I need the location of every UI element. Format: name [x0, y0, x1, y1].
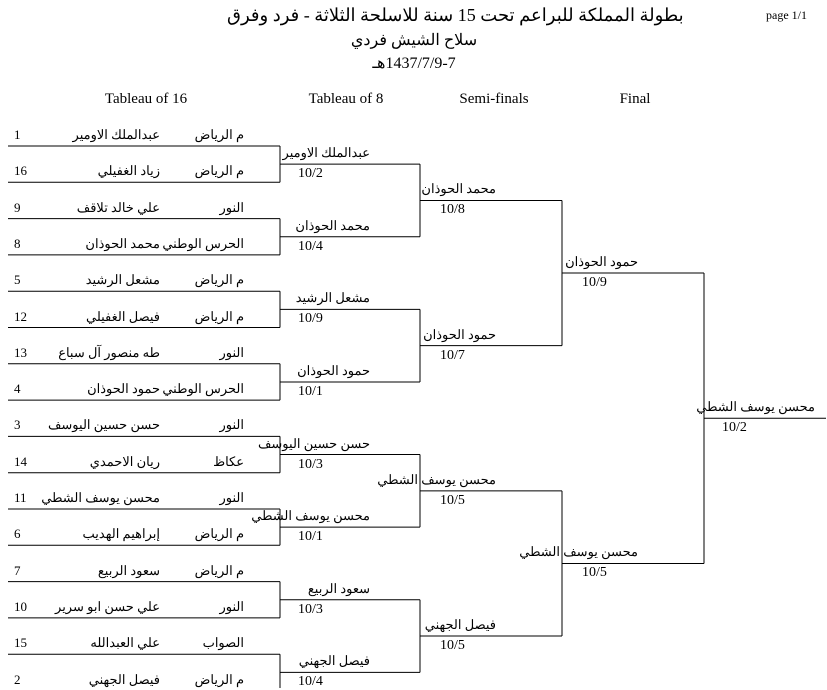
club-name: النور — [219, 417, 244, 433]
fencer-name: عبدالملك الاومير — [72, 127, 160, 142]
fencer-name: طه منصور آل سباع — [58, 344, 160, 360]
fencer-name: علي خالد تلاقف — [76, 199, 160, 215]
fencer-name: محسن يوسف الشطي — [41, 490, 160, 505]
tableau8-winner: حمود الحوذان — [297, 362, 370, 378]
finalist-name: محسن يوسف الشطي — [519, 544, 638, 560]
fencer-name: فيصل الغفيلي — [86, 308, 160, 324]
fencer-name: محمد الحوذان — [85, 235, 160, 251]
semifinal-winner: محسن يوسف الشطي — [377, 471, 496, 487]
bout-score: 10/4 — [298, 674, 323, 690]
club-name: م الرياض — [194, 308, 244, 324]
seed-number: 4 — [14, 381, 21, 397]
seed-number: 8 — [14, 235, 21, 251]
tableau8-winner: حسن حسين اليوسف — [257, 435, 370, 451]
fencer-name: حمود الحوذان — [87, 381, 160, 397]
tableau8-winner: محسن يوسف الشطي — [251, 508, 370, 524]
bout-score: 10/2 — [722, 420, 747, 436]
round-heading-final: Final — [619, 91, 651, 107]
weapon-subtitle: سلاح الشيش فردي — [350, 32, 478, 49]
semifinal-winner: فيصل الجهني — [424, 617, 496, 633]
round-heading-tableau8: Tableau of 8 — [308, 91, 384, 107]
fencer-name: سعود الربيع — [97, 562, 160, 578]
club-name: م الرياض — [194, 671, 244, 687]
club-name: م الرياض — [194, 526, 244, 542]
seed-number: 10 — [14, 598, 27, 614]
bout-score: 10/9 — [582, 275, 607, 291]
seed-number: 13 — [14, 344, 27, 360]
bout-score: 10/4 — [298, 238, 323, 254]
finalist-name: حمود الحوذان — [565, 254, 638, 270]
fencer-name: مشعل الرشيد — [85, 272, 160, 288]
fencer-name: حسن حسين اليوسف — [47, 417, 160, 433]
page-title: بطولة المملكة للبراعم تحت 15 سنة للاسلحة الثلاثة - فرد وفرق — [227, 5, 684, 25]
event-date: 1437/7/9-7هـ — [372, 55, 456, 72]
tableau8-winner: مشعل الرشيد — [295, 290, 370, 306]
fencer-name: علي حسن ابو سرير — [55, 598, 160, 614]
club-name: الصواب — [202, 635, 244, 651]
seed-number: 9 — [14, 199, 21, 215]
semifinal-winner: محمد الحوذان — [421, 181, 496, 197]
bout-score: 10/5 — [440, 492, 465, 508]
tableau8-winner: سعود الربيع — [307, 580, 370, 596]
bout-score: 10/7 — [440, 347, 465, 363]
round-heading-tableau16: Tableau of 16 — [104, 91, 188, 107]
tableau8-winner: محمد الحوذان — [295, 217, 370, 233]
fencer-name: علي العبدالله — [90, 635, 160, 651]
fencer-name: ريان الاحمدي — [89, 453, 160, 469]
fencer-name: إبراهيم الهديب — [82, 526, 160, 542]
bout-score: 10/5 — [440, 638, 465, 654]
round-heading-semifinals: Semi-finals — [459, 91, 529, 107]
seed-number: 12 — [14, 308, 27, 324]
club-name: الحرس الوطني — [162, 235, 244, 251]
club-name: م الرياض — [194, 272, 244, 288]
club-name: م الرياض — [194, 163, 244, 179]
club-name: الحرس الوطني — [162, 381, 244, 397]
champion-name: محسن يوسف الشطي — [696, 399, 815, 415]
tableau8-winner: عبدالملك الاومير — [282, 145, 370, 161]
bout-score: 10/2 — [298, 166, 323, 182]
seed-number: 15 — [14, 635, 27, 651]
bout-score: 10/5 — [582, 565, 607, 581]
club-name: النور — [219, 344, 244, 360]
seed-number: 11 — [14, 490, 27, 505]
seed-number: 14 — [14, 453, 27, 469]
fencer-name: زياد الغفيلي — [97, 163, 160, 179]
fencer-name: فيصل الجهني — [88, 671, 160, 687]
bout-score: 10/3 — [298, 456, 323, 472]
club-name: عكاظ — [213, 453, 244, 469]
seed-number: 7 — [14, 562, 21, 578]
bout-score: 10/1 — [298, 529, 323, 545]
bout-score: 10/1 — [298, 383, 323, 399]
bout-score: 10/9 — [298, 311, 323, 327]
bout-score: 10/8 — [440, 202, 465, 218]
club-name: النور — [219, 490, 244, 505]
club-name: م الرياض — [194, 562, 244, 578]
seed-number: 6 — [14, 526, 21, 542]
seed-number: 5 — [14, 272, 21, 288]
club-name: النور — [219, 199, 244, 215]
club-name: النور — [219, 598, 244, 614]
club-name: م الرياض — [194, 127, 244, 142]
bout-score: 10/3 — [298, 601, 323, 617]
seed-number: 16 — [14, 163, 27, 179]
seed-number: 1 — [14, 127, 21, 142]
page-number: page 1/1 — [766, 8, 807, 22]
seed-number: 2 — [14, 671, 21, 687]
seed-number: 3 — [14, 417, 21, 433]
semifinal-winner: حمود الحوذان — [423, 326, 496, 342]
tableau8-winner: فيصل الجهني — [298, 653, 370, 669]
